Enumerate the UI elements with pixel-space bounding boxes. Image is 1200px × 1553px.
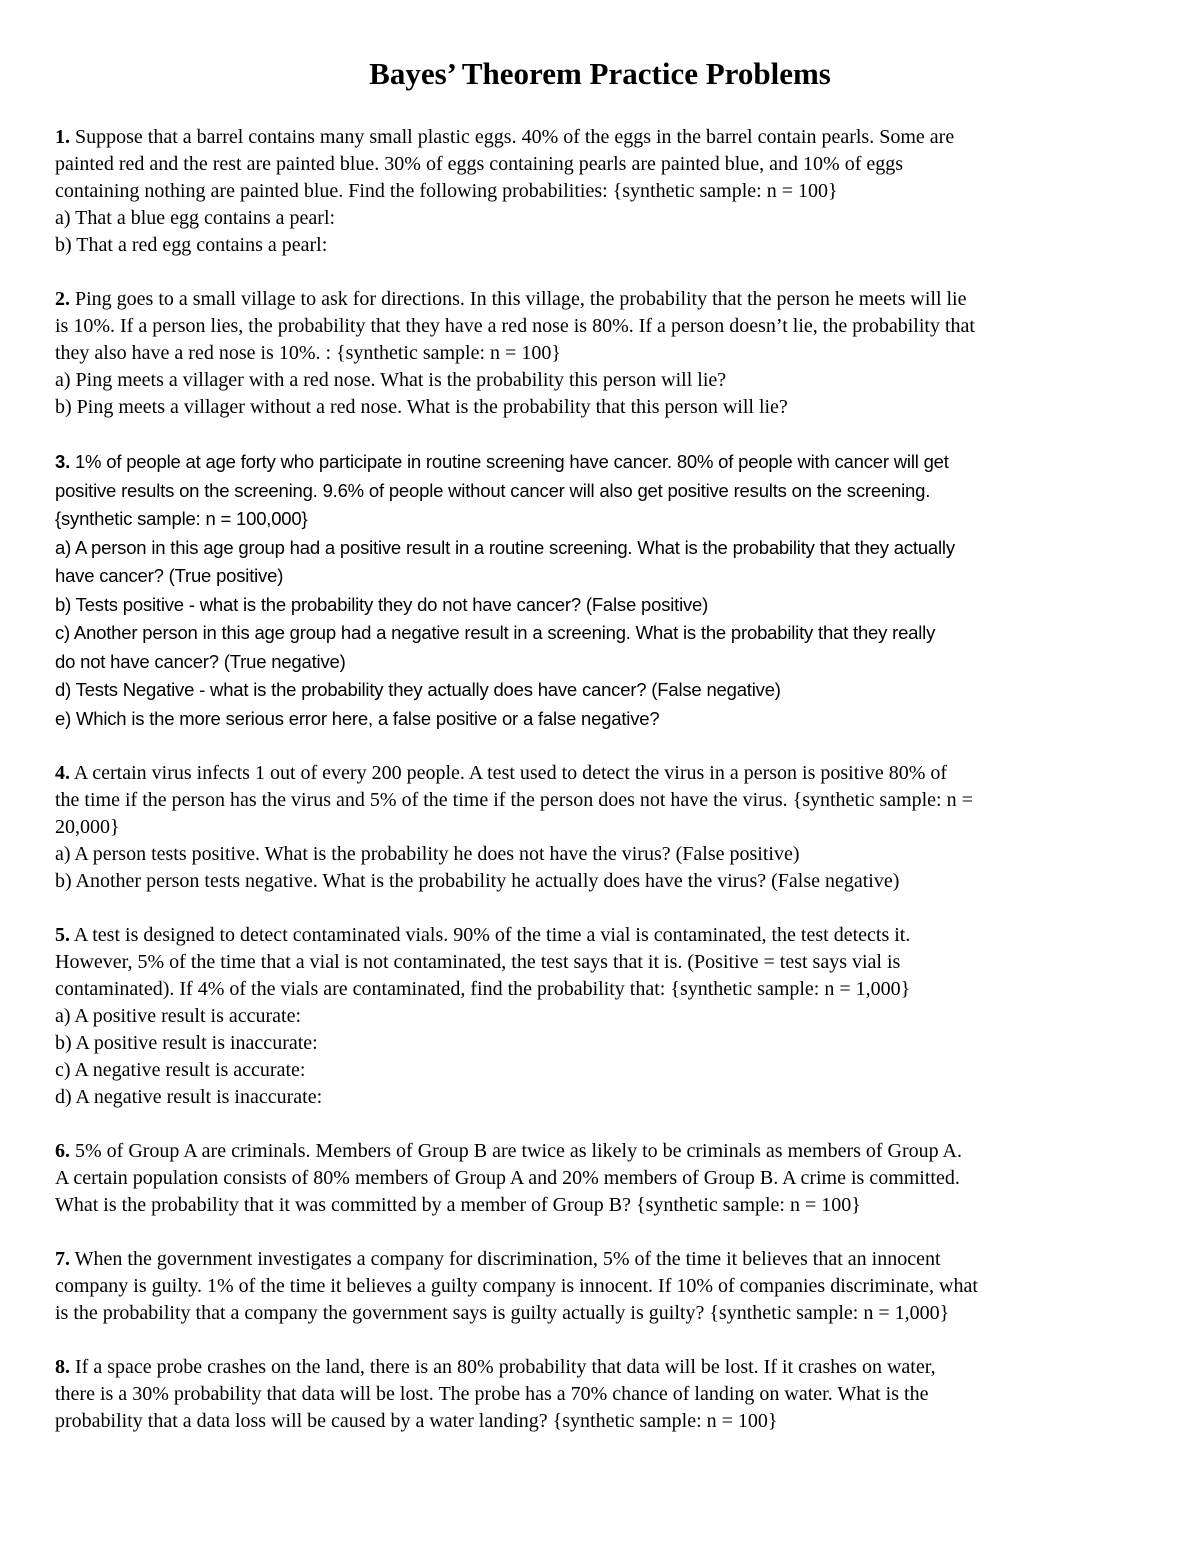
problem-line: a) A person in this age group had a positive result in a routine screening. What is the probability that they actually xyxy=(55,536,955,558)
problem-5 xyxy=(55,922,1155,1111)
problem-number: 6. xyxy=(55,1140,70,1162)
problem-line: the time if the person has the virus and 5% of the time if the person does not have the virus. {synthetic sample: n = xyxy=(55,789,973,811)
problem-line: probability that a data loss will be caused by a water landing? {synthetic sample: n = 100} xyxy=(55,1410,778,1432)
problem-number: 4. xyxy=(55,762,70,784)
problem-line: a) A person tests positive. What is the probability he does not have the virus? (False positive) xyxy=(55,843,800,865)
problem-7 xyxy=(55,1246,1155,1327)
problem-number: 3. xyxy=(55,451,71,472)
problem-2 xyxy=(55,286,1155,421)
problem-number: 8. xyxy=(55,1356,70,1378)
problem-line: d) A negative result is inaccurate: xyxy=(55,1086,323,1108)
problem-line: they also have a red nose is 10%. : {synthetic sample: n = 100} xyxy=(55,342,561,364)
problem-4 xyxy=(55,760,1155,895)
problem-line: b) Ping meets a villager without a red nose. What is the probability that this person will lie? xyxy=(55,396,788,418)
problem-line: is 10%. If a person lies, the probability that they have a red nose is 80%. If a person doesn’t lie, the probability that xyxy=(55,315,975,337)
problem-1 xyxy=(55,124,1155,259)
problem-text: 1% of people at age forty who participate in routine screening have cancer. 80% of people with cancer will get xyxy=(70,451,949,472)
problem-statement-line xyxy=(55,124,1155,151)
problem-text: Suppose that a barrel contains many small plastic eggs. 40% of the eggs in the barrel contain pearls. Some are xyxy=(70,126,955,148)
problem-line: company is guilty. 1% of the time it believes a guilty company is innocent. If 10% of companies discriminate, what xyxy=(55,1275,978,1297)
problem-line: d) Tests Negative - what is the probability they actually does have cancer? (False negative) xyxy=(55,679,781,700)
problem-8 xyxy=(55,1354,1155,1435)
problem-line: b) A positive result is inaccurate: xyxy=(55,1032,318,1054)
problem-line: b) That a red egg contains a pearl: xyxy=(55,234,328,256)
problem-text: When the government investigates a company for discrimination, 5% of the time it believes that an innocent xyxy=(70,1248,941,1270)
problem-number: 5. xyxy=(55,924,70,946)
problem-line: positive results on the screening. 9.6% of people without cancer will also get positive results on the screening. xyxy=(55,479,931,501)
problem-line: c) Another person in this age group had a negative result in a screening. What is the probability that they really xyxy=(55,622,936,643)
problem-list xyxy=(55,124,1155,1462)
problem-line: b) Another person tests negative. What is the probability he actually does have the virus? (False negative) xyxy=(55,870,900,892)
problem-number: 2. xyxy=(55,288,70,310)
problem-text: A certain virus infects 1 out of every 200 people. A test used to detect the virus in a person is positive 80% of xyxy=(70,762,948,784)
problem-line: do not have cancer? (True negative) xyxy=(55,650,346,672)
problem-statement-line xyxy=(55,1246,1155,1273)
problem-text: If a space probe crashes on the land, there is an 80% probability that data will be lost. If it crashes on water, xyxy=(70,1356,936,1378)
problem-line: a) A positive result is accurate: xyxy=(55,1005,302,1027)
problem-line: 20,000} xyxy=(55,816,120,838)
problem-line: What is the probability that it was committed by a member of Group B? {synthetic sample: n = 100} xyxy=(55,1194,861,1216)
problem-line: a) Ping meets a villager with a red nose. What is the probability this person will lie? xyxy=(55,369,727,391)
problem-line: is the probability that a company the government says is guilty actually is guilty? {synthetic sample: n = 1,000} xyxy=(55,1302,950,1324)
problem-line: there is a 30% probability that data will be lost. The probe has a 70% chance of landing on water. What is the xyxy=(55,1383,929,1405)
problem-number: 7. xyxy=(55,1248,70,1270)
problem-line: A certain population consists of 80% members of Group A and 20% members of Group B. A crime is committed. xyxy=(55,1167,960,1189)
problem-text: A test is designed to detect contaminated vials. 90% of the time a vial is contaminated, the test detects it. xyxy=(70,924,911,946)
problem-line: painted red and the rest are painted blue. 30% of eggs containing pearls are painted blue, and 10% of eggs xyxy=(55,153,904,175)
problem-line: a) That a blue egg contains a pearl: xyxy=(55,207,336,229)
problem-statement-line xyxy=(55,1138,1155,1165)
page-title: Bayes’ Theorem Practice Problems xyxy=(369,56,831,91)
problem-statement-line xyxy=(55,448,1155,477)
problem-number: 1. xyxy=(55,126,70,148)
problem-line: contaminated). If 4% of the vials are contaminated, find the probability that: {synthetic sample: n = 1,000} xyxy=(55,978,911,1000)
problem-line: c) A negative result is accurate: xyxy=(55,1059,306,1081)
problem-statement-line xyxy=(55,760,1155,787)
problem-line: b) Tests positive - what is the probability they do not have cancer? (False positive) xyxy=(55,593,709,615)
problem-line: e) Which is the more serious error here, a false positive or a false negative? xyxy=(55,707,660,729)
problem-statement-line xyxy=(55,922,1155,949)
problem-text: Ping goes to a small village to ask for directions. In this village, the probability that the person he meets will lie xyxy=(70,288,967,310)
problem-statement-line xyxy=(55,1354,1155,1381)
problem-line: {synthetic sample: n = 100,000} xyxy=(55,508,308,529)
problem-6 xyxy=(55,1138,1155,1219)
problem-3 xyxy=(55,448,1155,733)
problem-line: containing nothing are painted blue. Find the following probabilities: {synthetic sample: n = 100} xyxy=(55,180,838,202)
problem-line: However, 5% of the time that a vial is not contaminated, the test says that it is. (Positive = test says vial is xyxy=(55,951,901,973)
problem-statement-line xyxy=(55,286,1155,313)
problem-line: have cancer? (True positive) xyxy=(55,565,284,586)
problem-text: 5% of Group A are criminals. Members of Group B are twice as likely to be criminals as members of Group A. xyxy=(70,1140,963,1162)
